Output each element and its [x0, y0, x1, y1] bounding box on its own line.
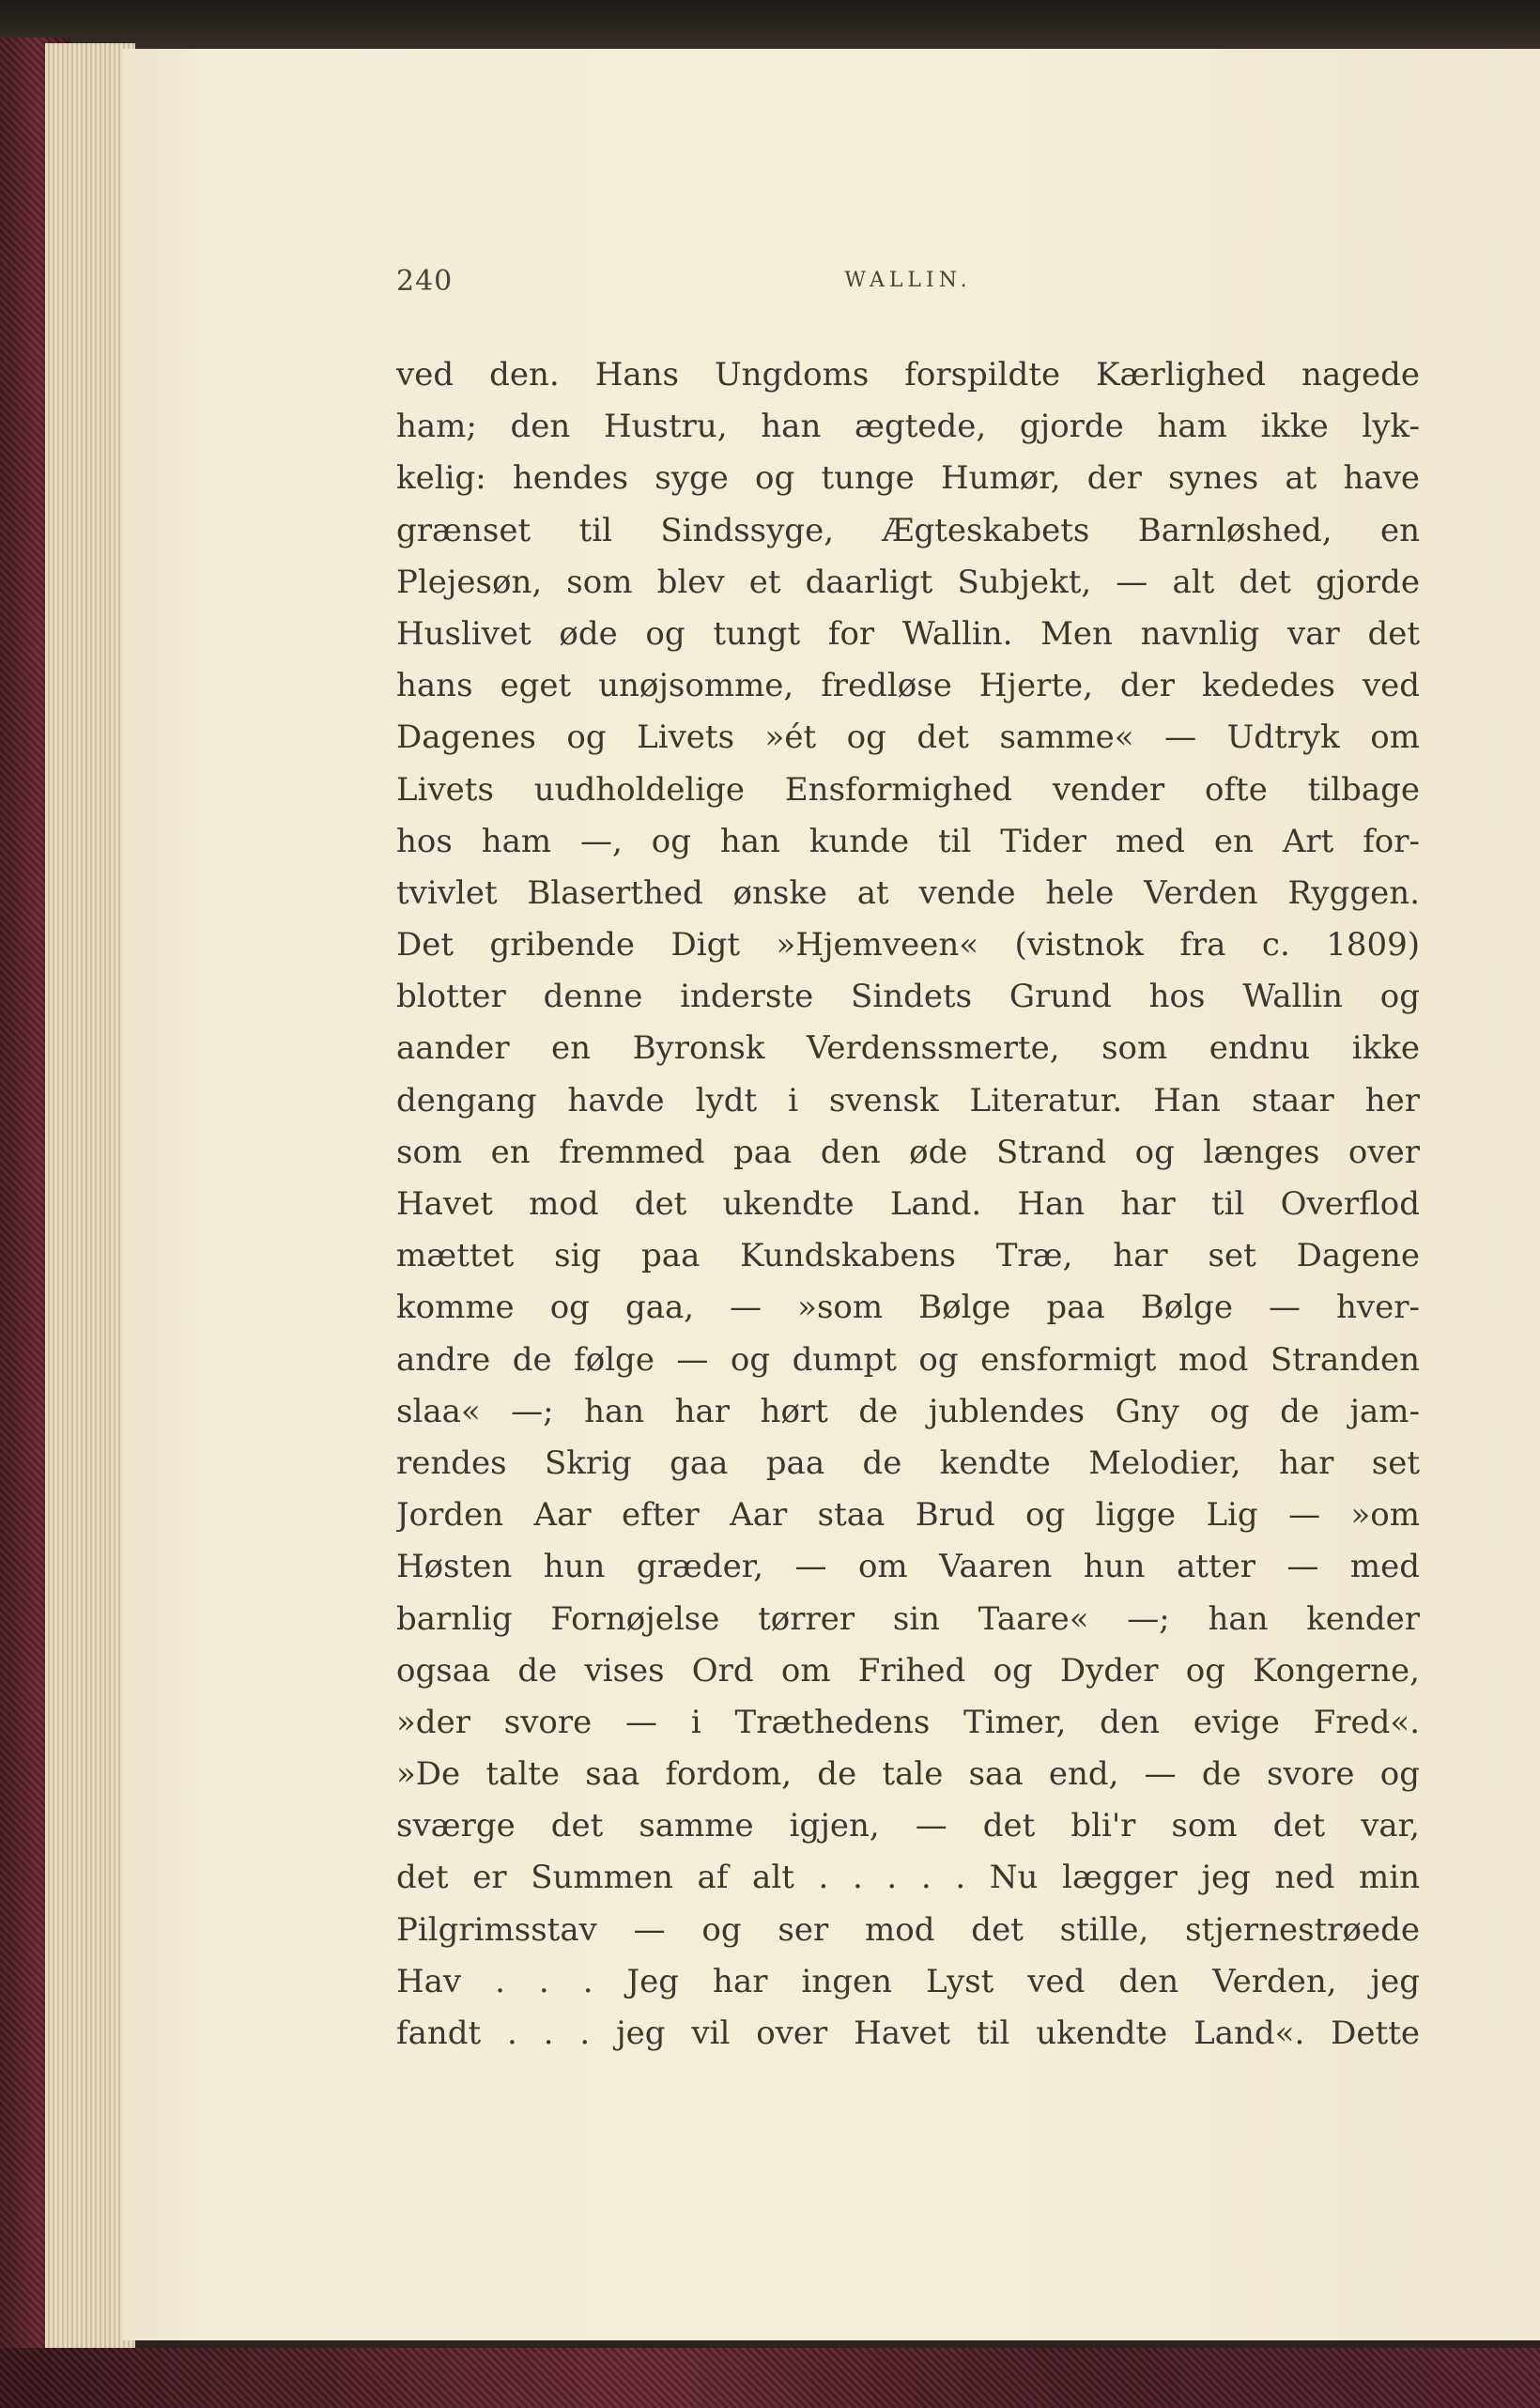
text-line: som en fremmed paa den øde Strand og længes over [396, 1133, 1420, 1171]
text-line: dengang havde lydt i svensk Literatur. Han staar her [396, 1081, 1420, 1119]
text-line: barnlig Fornøjelse tørrer sin Taare« —; han kender [396, 1599, 1420, 1638]
text-line: Det gribende Digt »Hjemveen« (vistnok fra c. 1809) [396, 926, 1420, 965]
book-bottom-cloth [0, 2348, 1540, 2408]
text-line: aander en Byronsk Verdenssmerte, som endnu ikke [396, 1029, 1420, 1068]
body-text [396, 349, 1420, 2060]
text-line: rendes Skrig gaa paa de kendte Melodier, har set [396, 1443, 1420, 1482]
text-line: mættet sig paa Kundskabens Træ, har set Dagene [396, 1237, 1420, 1275]
text-line: blotter denne inderste Sindets Grund hos Wallin og [396, 978, 1420, 1016]
text-line: det er Summen af alt . . . . . Nu lægger jeg ned min [396, 1859, 1420, 1897]
text-line: Jorden Aar efter Aar staa Brud og ligge Lig — »om [396, 1496, 1420, 1535]
book-top-shadow [0, 0, 1540, 56]
text-line: Plejesøn, som blev et daarligt Subjekt, — alt det gjorde [396, 563, 1420, 601]
text-line: ved den. Hans Ungdoms forspildte Kærlighed nagede [396, 356, 1420, 394]
running-head [396, 265, 1420, 302]
text-line: Dagenes og Livets »ét og det samme« — Udtryk om [396, 718, 1420, 757]
text-line: »der svore — i Træthedens Timer, den evige Fred«. [396, 1703, 1420, 1741]
text-line: Hav . . . Jeg har ingen Lyst ved den Verden, jeg [396, 1962, 1420, 2000]
text-line: sværge det samme igjen, — det bli'r som det var, [396, 1807, 1420, 1845]
text-line: fandt . . . jeg vil over Havet til ukendte Land«. Dette [396, 2014, 1420, 2052]
text-line: andre de følge — og dumpt og ensformigt mod Stranden [396, 1340, 1420, 1379]
text-line: Pilgrimsstav — og ser mod det stille, stjernestrøede [396, 1910, 1420, 1949]
text-line: ogsaa de vises Ord om Frihed og Dyder og Kongerne, [396, 1651, 1420, 1690]
text-line: Havet mod det ukendte Land. Han har til Overflod [396, 1185, 1420, 1223]
text-line: Livets uudholdelige Ensformighed vender ofte tilbage [396, 770, 1420, 809]
text-line: ham; den Hustru, han ægtede, gjorde ham ikke lyk- [396, 408, 1420, 446]
text-line: »De talte saa fordom, de tale saa end, — de svore og [396, 1755, 1420, 1794]
running-title: WALLIN. [844, 269, 972, 292]
page-number: 240 [396, 265, 454, 298]
text-line: hans eget unøjsomme, fredløse Hjerte, der kededes ved [396, 667, 1420, 705]
text-line: Huslivet øde og tungt for Wallin. Men navnlig var det [396, 614, 1420, 653]
text-line: slaa« —; han har hørt de jublendes Gny og de jam- [396, 1392, 1420, 1430]
text-line: komme og gaa, — »som Bølge paa Bølge — hver- [396, 1289, 1420, 1327]
text-line: hos ham —, og han kunde til Tider med en Art for- [396, 822, 1420, 860]
text-line: kelig: hendes syge og tunge Humør, der synes at have [396, 459, 1420, 498]
text-line: Høsten hun græder, — om Vaaren hun atter — med [396, 1548, 1420, 1586]
text-line: grænset til Sindssyge, Ægteskabets Barnløshed, en [396, 511, 1420, 549]
text-line: tvivlet Blaserthed ønske at vende hele Verden Ryggen. [396, 873, 1420, 912]
